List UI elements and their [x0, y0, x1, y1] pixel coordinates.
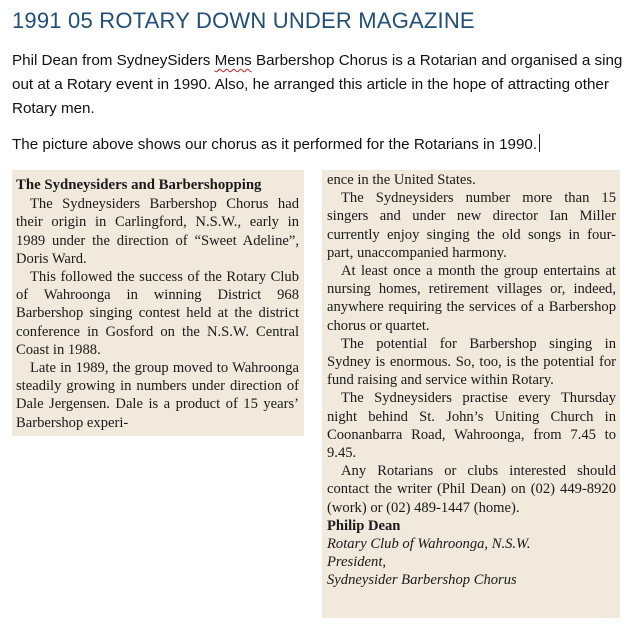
article-paragraph: The Sydneysiders Barbershop Chorus had their origin in Carlingford, N.S.W., early in 1989 under the direction of “Sweet Adeline”, Doris Ward. — [16, 196, 299, 267]
article-paragraph: The potential for Barbershop singing in Sydney is enormous. So, too, is the potential for fund raising and service within Rotary. — [327, 335, 616, 389]
article-clipping-left-column — [12, 170, 304, 436]
article-paragraph: Late in 1989, the group moved to Wahroonga steadily growing in numbers under direction of Dale Jergensen. Dale is a product of 15 years’ Barbershop experi- — [16, 360, 299, 431]
intro-paragraph — [12, 49, 632, 121]
article-continuation: ence in the United States. — [327, 172, 476, 188]
article-clipping-right-column — [322, 170, 620, 618]
photo-caption — [12, 133, 632, 157]
article-paragraph: At least once a month the group entertains at nursing homes, retirement villages or, indeed, anywhere requiring the services of a Barbershop chorus or quartet. — [327, 263, 616, 334]
text-cursor — [539, 134, 540, 152]
signature-role: President, — [327, 554, 387, 571]
article-paragraph: The Sydneysiders number more than 15 singers and under new director Ian Miller currently enjoy singing the old songs in four-part, unaccompanied harmony. — [327, 190, 616, 261]
caption-text: The picture above shows our chorus as it performed for the Rotarians in 1990. — [12, 136, 538, 153]
intro-text-end: Barbershop Chorus is a Rotarian and organised a sing out at a Rotary event in 1990. Also, he arranged this article in the hope of attracting other Rotary men. — [12, 52, 623, 117]
signature-organisation: Sydneysider Barbershop Chorus — [327, 572, 517, 589]
article-paragraph: This followed the success of the Rotary Club of Wahroonga in winning District 968 Barbershop singing contest held at the district conference in Gosford on the N.S.W. Central Coast in 1988. — [16, 269, 299, 358]
spellcheck-flagged-word[interactable]: Mens — [214, 52, 252, 69]
signature-name: Philip Dean — [327, 517, 401, 534]
document-title: 1991 05 ROTARY DOWN UNDER MAGAZINE — [12, 8, 475, 33]
signature-club: Rotary Club of Wahroonga, N.S.W. — [327, 536, 531, 553]
article-paragraph: Any Rotarians or clubs interested should contact the writer (Phil Dean) on (02) 449-8920 (work) or (02) 489-1447 (home). — [327, 463, 616, 516]
article-paragraph: The Sydneysiders practise every Thursday night behind St. John’s Uniting Church in Coonanbarra Road, Wahroonga, from 7.45 to 9.45. — [327, 390, 616, 462]
intro-text-start: Phil Dean from SydneySiders — [12, 52, 215, 69]
article-heading: The Sydneysiders and Barbershopping — [16, 177, 262, 193]
